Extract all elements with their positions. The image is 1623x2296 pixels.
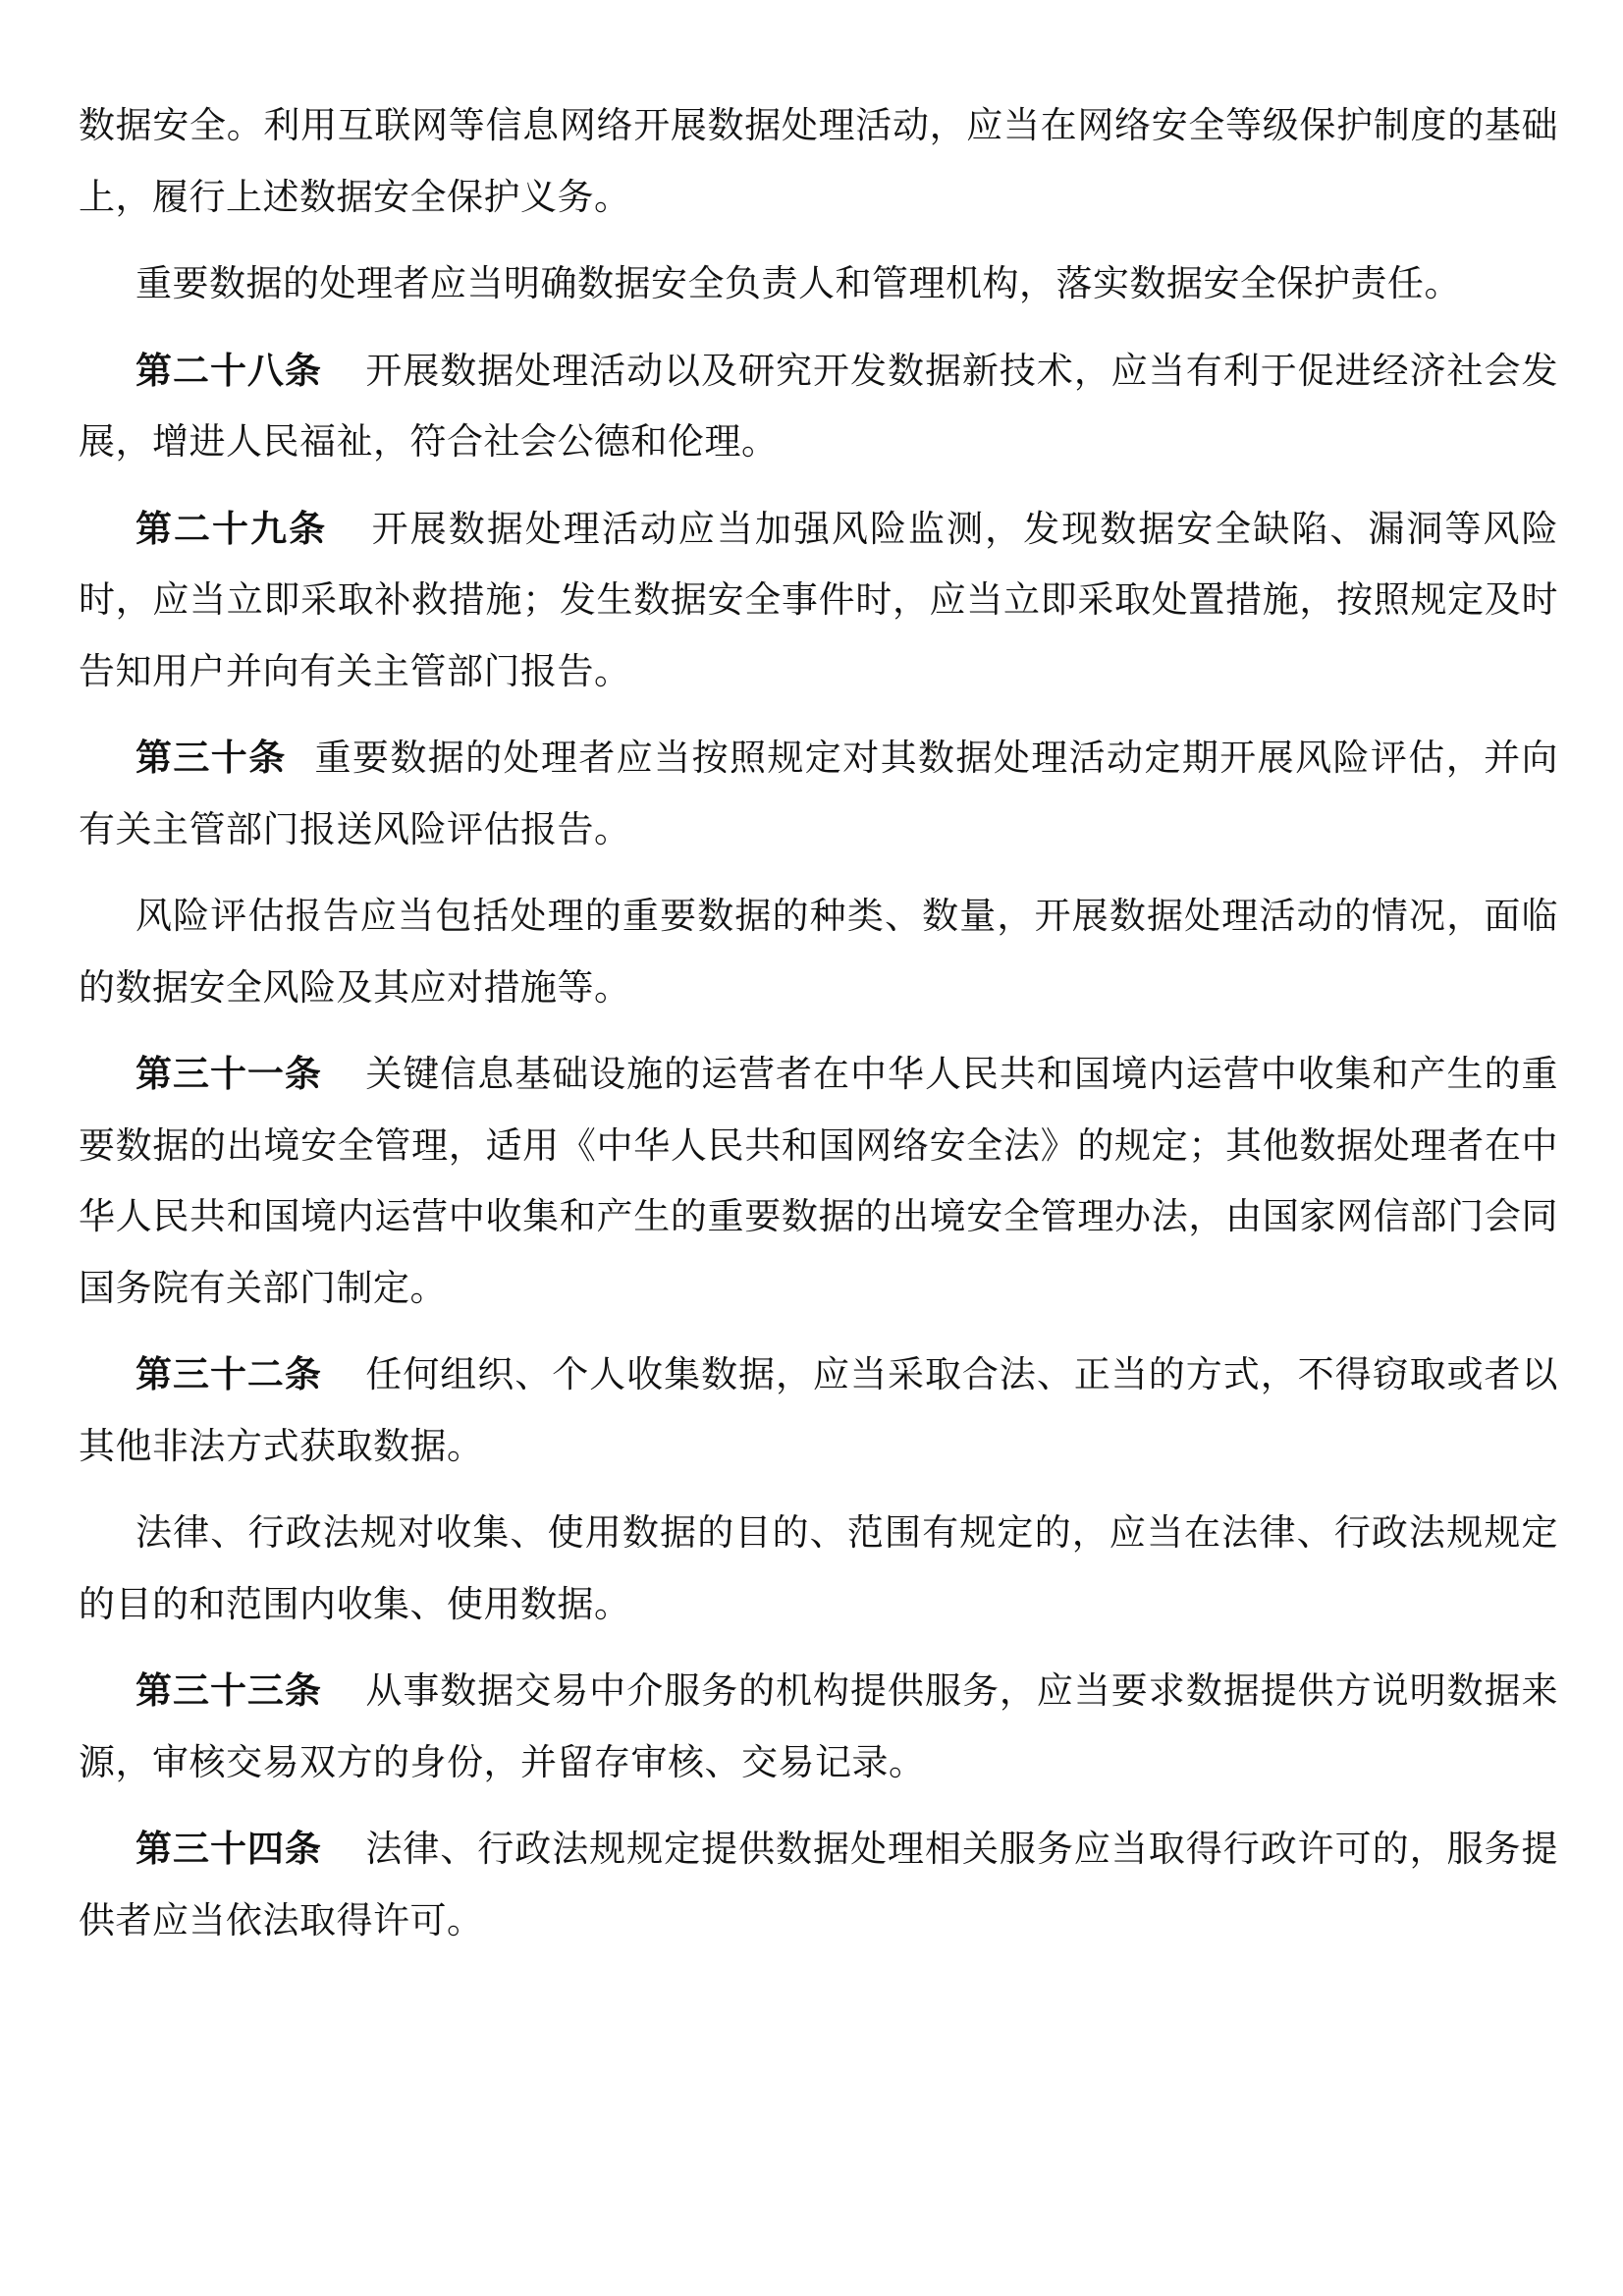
article-30-paragraph-2 [79,881,1558,1023]
article-29 [79,494,1558,708]
paragraph-text: 法律、行政法规对收集、使用数据的目的、范围有规定的，应当在法律、行政法规规定的目的和范围内收集、使用数据。 [79,1511,1558,1625]
article-text: 法律、行政法规规定提供数据处理相关服务应当取得行政许可的，服务提供者应当依法取得许可。 [79,1828,1559,1941]
article-number: 第三十二条 [135,1353,322,1395]
article-text: 从事数据交易中介服务的机构提供服务，应当要求数据提供方说明数据来源，审核交易双方的身份，并留存审核、交易记录。 [79,1669,1559,1783]
article-text: 开展数据处理活动应当加强风险监测，发现数据安全缺陷、漏洞等风险时，应当立即采取补救措施；发生数据安全事件时，应当立即采取处置措施，按照规定及时告知用户并向有关主管部门报告。 [79,507,1558,692]
article-number: 第三十一条 [135,1053,322,1095]
article-text: 关键信息基础设施的运营者在中华人民共和国境内运营中收集和产生的重要数据的出境安全管理，适用《中华人民共和国网络安全法》的规定；其他数据处理者在中华人民共和国境内运营中收集和产生的重要数据的出境安全管理办法，由国家网信部门会同国务院有关部门制定。 [79,1053,1559,1309]
article-number: 第二十八条 [135,349,322,392]
paragraph-text: 数据安全。利用互联网等信息网络开展数据处理活动，应当在网络安全等级保护制度的基础上，履行上述数据安全保护义务。 [79,104,1558,218]
paragraph-important-data [79,248,1558,320]
paragraph-text: 重要数据的处理者应当明确数据安全负责人和管理机构，落实数据安全保护责任。 [135,262,1461,304]
article-32-paragraph-2 [79,1498,1558,1640]
article-number: 第二十九条 [135,507,328,550]
article-32 [79,1339,1558,1482]
article-30 [79,723,1558,865]
article-31 [79,1039,1558,1324]
article-number: 第三十三条 [135,1669,322,1712]
article-34 [79,1814,1558,1956]
paragraph-continuation [79,90,1558,233]
article-text: 任何组织、个人收集数据，应当采取合法、正当的方式，不得窃取或者以其他非法方式获取数据。 [79,1353,1559,1467]
paragraph-text: 风险评估报告应当包括处理的重要数据的种类、数量，开展数据处理活动的情况，面临的数据安全风险及其应对措施等。 [79,895,1558,1009]
article-28 [79,336,1558,478]
article-number: 第三十条 [135,737,287,779]
article-33 [79,1656,1558,1798]
article-number: 第三十四条 [135,1828,322,1870]
article-text: 重要数据的处理者应当按照规定对其数据处理活动定期开展风险评估，并向有关主管部门报送风险评估报告。 [79,737,1559,850]
article-text: 开展数据处理活动以及研究开发数据新技术，应当有利于促进经济社会发展，增进人民福祉，符合社会公德和伦理。 [79,349,1559,463]
